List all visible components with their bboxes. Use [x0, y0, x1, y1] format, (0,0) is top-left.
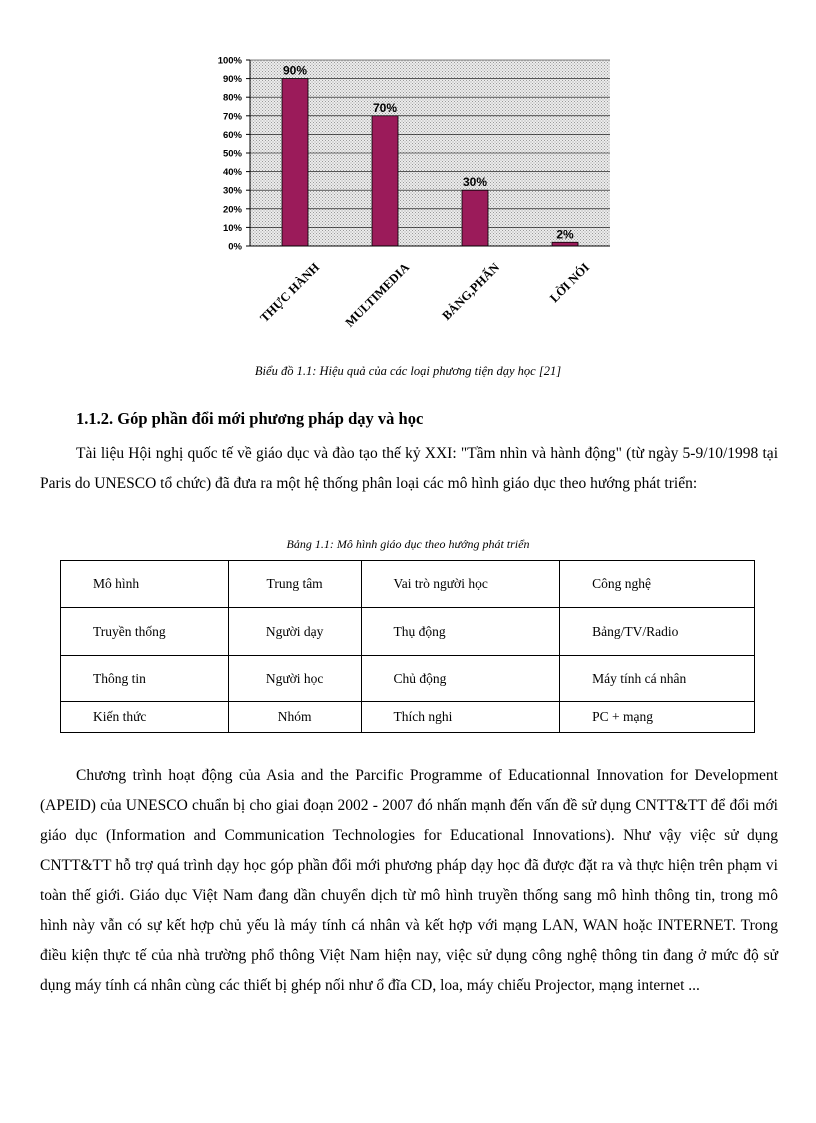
data-label: 90% [282, 63, 308, 78]
education-models-table [60, 560, 755, 733]
section-heading: 1.1.2. Góp phần đổi mới phương pháp dạy và học [76, 409, 424, 428]
table-cell: Trung tâm [228, 561, 361, 608]
y-tick-label: 40% [222, 167, 242, 179]
table-row [61, 608, 755, 656]
table-cell: PC + mạng [560, 702, 755, 733]
table-cell: Thông tin [61, 656, 229, 702]
table-caption: Bảng 1.1: Mô hình giáo dục theo hướng phát triển [286, 537, 530, 551]
paragraph-intro: Tài liệu Hội nghị quốc tế về giáo dục và đào tạo thế kỷ XXI: "Tầm nhìn và hành động" (từ ngày 5-9/10/1998 tại Paris do UNESCO tổ chức) đã đưa ra một hệ thống phân loại các mô hình giáo dục theo hướng phát triển: [40, 445, 778, 492]
category-label: BẢNG,PHẤN [439, 260, 503, 323]
y-tick-label: 20% [222, 204, 242, 216]
table-cell: Công nghệ [560, 561, 755, 608]
table-cell: Máy tính cá nhân [560, 656, 755, 702]
table-cell: Chủ động [361, 656, 560, 702]
bar [282, 79, 308, 246]
category-label: THỰC HÀNH [257, 260, 323, 326]
table-cell: Thích nghi [361, 702, 560, 733]
table-cell: Vai trò người học [361, 561, 560, 608]
table-cell: Mô hình [61, 561, 229, 608]
table-cell: Bảng/TV/Radio [560, 608, 755, 656]
table-cell: Truyền thống [61, 608, 229, 656]
paragraph-apeid: Chương trình hoạt động của Asia and the Parcific Programme of Educationnal Innovation for Development (APEID) của UNESCO chuẩn bị cho giai đoạn 2002 - 2007 đó nhấn mạnh đến vấn đề sử dụng CNTT&TT để đổi mới giáo dục (Information and Communication Technologies for Educational Innovations). Như vậy việc sử dụng CNTT&TT hỗ trợ quá trình dạy học góp phần đổi mới phương pháp dạy học đã được đặt ra và thực hiện trên phạm vi toàn thế giới. Giáo dục Việt Nam đang dần chuyển dịch từ mô hình truyền thống sang mô hình thông tin, trong mô hình này vẫn có sự kết hợp chủ yếu là máy tính cá nhân và kết hợp với mạng LAN, WAN hoặc INTERNET. Trong điều kiện thực tế của nhà trường phổ thông Việt Nam hiện nay, việc sử dụng công nghệ thông tin đang ở mức độ sử dụng máy tính cá nhân cùng các thiết bị ghép nối như ổ đĩa CD, loa, máy chiếu Projector, mạng internet ... [40, 767, 778, 994]
table-row [61, 702, 755, 733]
category-label: MULTIMEDIA [342, 260, 413, 330]
category-label: LỜI NÓI [547, 260, 593, 306]
bar-chart [190, 50, 630, 350]
y-tick-label: 10% [222, 222, 242, 234]
y-tick-label: 80% [222, 92, 242, 104]
bar [372, 116, 398, 246]
y-tick-label: 50% [222, 148, 242, 160]
table-cell: Thụ động [361, 608, 560, 656]
bar [462, 190, 488, 246]
y-tick-label: 30% [222, 185, 242, 197]
table-cell: Kiến thức [61, 702, 229, 733]
y-tick-label: 90% [222, 74, 242, 86]
y-tick-label: 60% [222, 129, 242, 141]
data-label: 70% [372, 100, 398, 115]
table-row [61, 656, 755, 702]
table-cell: Nhóm [228, 702, 361, 733]
table-cell: Người dạy [228, 608, 361, 656]
y-tick-label: 70% [222, 111, 242, 123]
figure-caption: Biểu đồ 1.1: Hiệu quả của các loại phương tiện dạy học [21] [254, 364, 562, 378]
y-tick-label: 100% [217, 55, 242, 67]
data-label: 30% [462, 175, 488, 190]
bar [552, 242, 578, 246]
data-label: 2% [556, 227, 574, 242]
table-cell: Người học [228, 656, 361, 702]
table-header-row [61, 561, 755, 608]
y-tick-label: 0% [228, 241, 242, 253]
